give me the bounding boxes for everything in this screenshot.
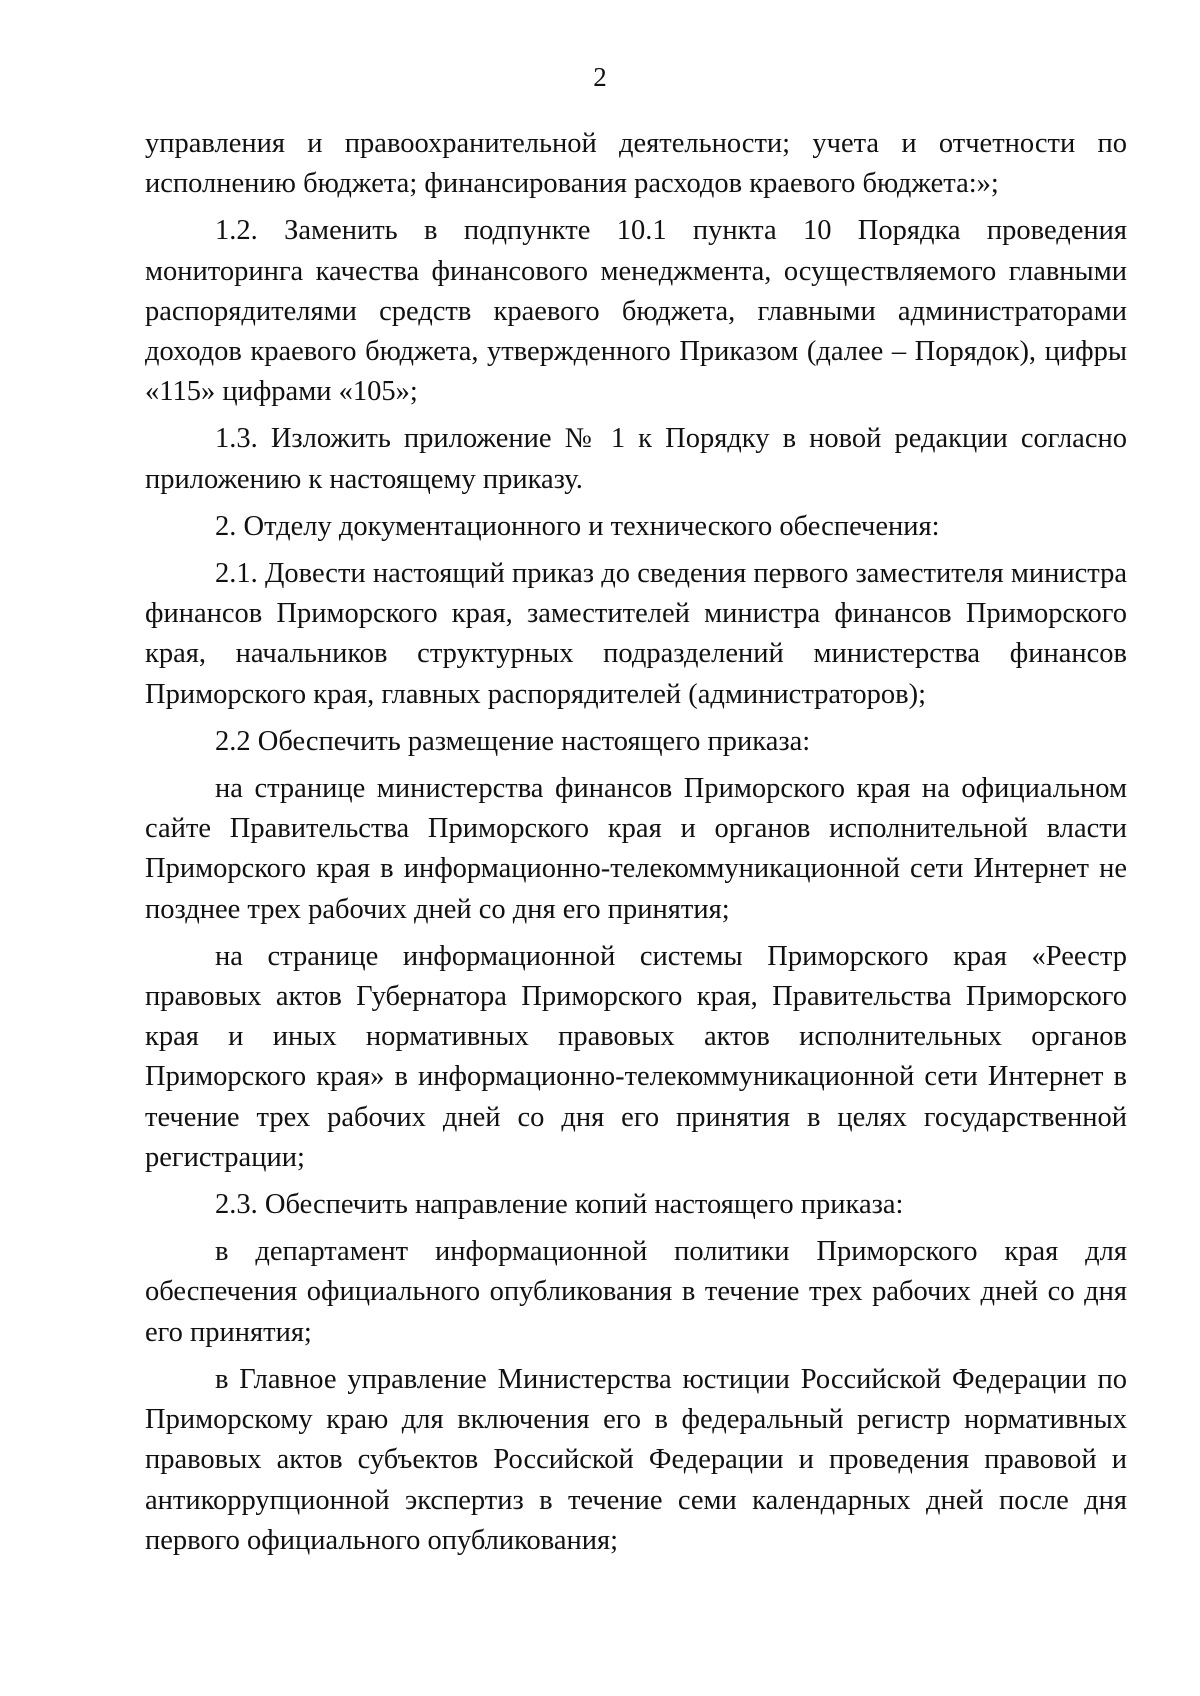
paragraph-2: 2. Отделу документационного и технического обеспечения: <box>215 510 940 542</box>
paragraph-2-2: 2.2 Обеспечить размещение настоящего приказа: <box>215 725 811 757</box>
paragraph-1-2: 1.2. Заменить в подпункте 10.1 пункта 10 Порядка проведения мониторинга качества финансового менеджмента, осуществляемого главными распорядителями средств краевого бюджета, главными администраторами доходов краевого бюджета, утвержденного Приказом (далее – Порядок), цифры «115» цифрами «105»; <box>145 215 1127 408</box>
paragraph-2-3-ministry-justice: в Главное управление Министерства юстиции Российской Федерации по Приморскому краю для включения его в федеральный регистр нормативных правовых актов субъектов Российской Федерации и проведения правовой и антикоррупционной экспертиз в течение семи календарных дней после дня первого официального опубликования; <box>145 1363 1127 1556</box>
paragraph-continuation: управления и правоохранительной деятельности; учета и отчетности по исполнению бюджета; финансирования расходов краевого бюджета:»; <box>145 128 1127 200</box>
paragraph-2-1: 2.1. Довести настоящий приказ до сведения первого заместителя министра финансов Приморского края, заместителей министра финансов Приморского края, начальников структурных подразделений министерства финансов Приморского края, главных распорядителей (администраторов); <box>145 558 1127 710</box>
paragraph-2-2-website: на странице министерства финансов Приморского края на официальном сайте Правительства Приморского края и органов исполнительной власти Приморского края в информационно-телекоммуникационной сети Интернет не позднее трех рабочих дней со дня его принятия; <box>145 773 1127 925</box>
paragraph-1-3: 1.3. Изложить приложение № 1 к Порядку в новой редакции согласно приложению к настоящему приказу. <box>145 423 1127 495</box>
page-number: 2 <box>593 62 607 92</box>
paragraph-2-2-registry: на странице информационной системы Приморского края «Реестр правовых актов Губернатора Приморского края, Правительства Приморского края и иных нормативных правовых актов исполнительных органов Приморского края» в информационно-телекоммуникационной сети Интернет в течение трех рабочих дней со дня его принятия в целях государственной регистрации; <box>145 940 1127 1173</box>
paragraph-2-3: 2.3. Обеспечить направление копий настоящего приказа: <box>215 1189 904 1221</box>
paragraph-2-3-department: в департамент информационной политики Приморского края для обеспечения официального опубликования в течение трех рабочих дней со дня его принятия; <box>145 1236 1127 1348</box>
document-body <box>145 124 1127 1561</box>
